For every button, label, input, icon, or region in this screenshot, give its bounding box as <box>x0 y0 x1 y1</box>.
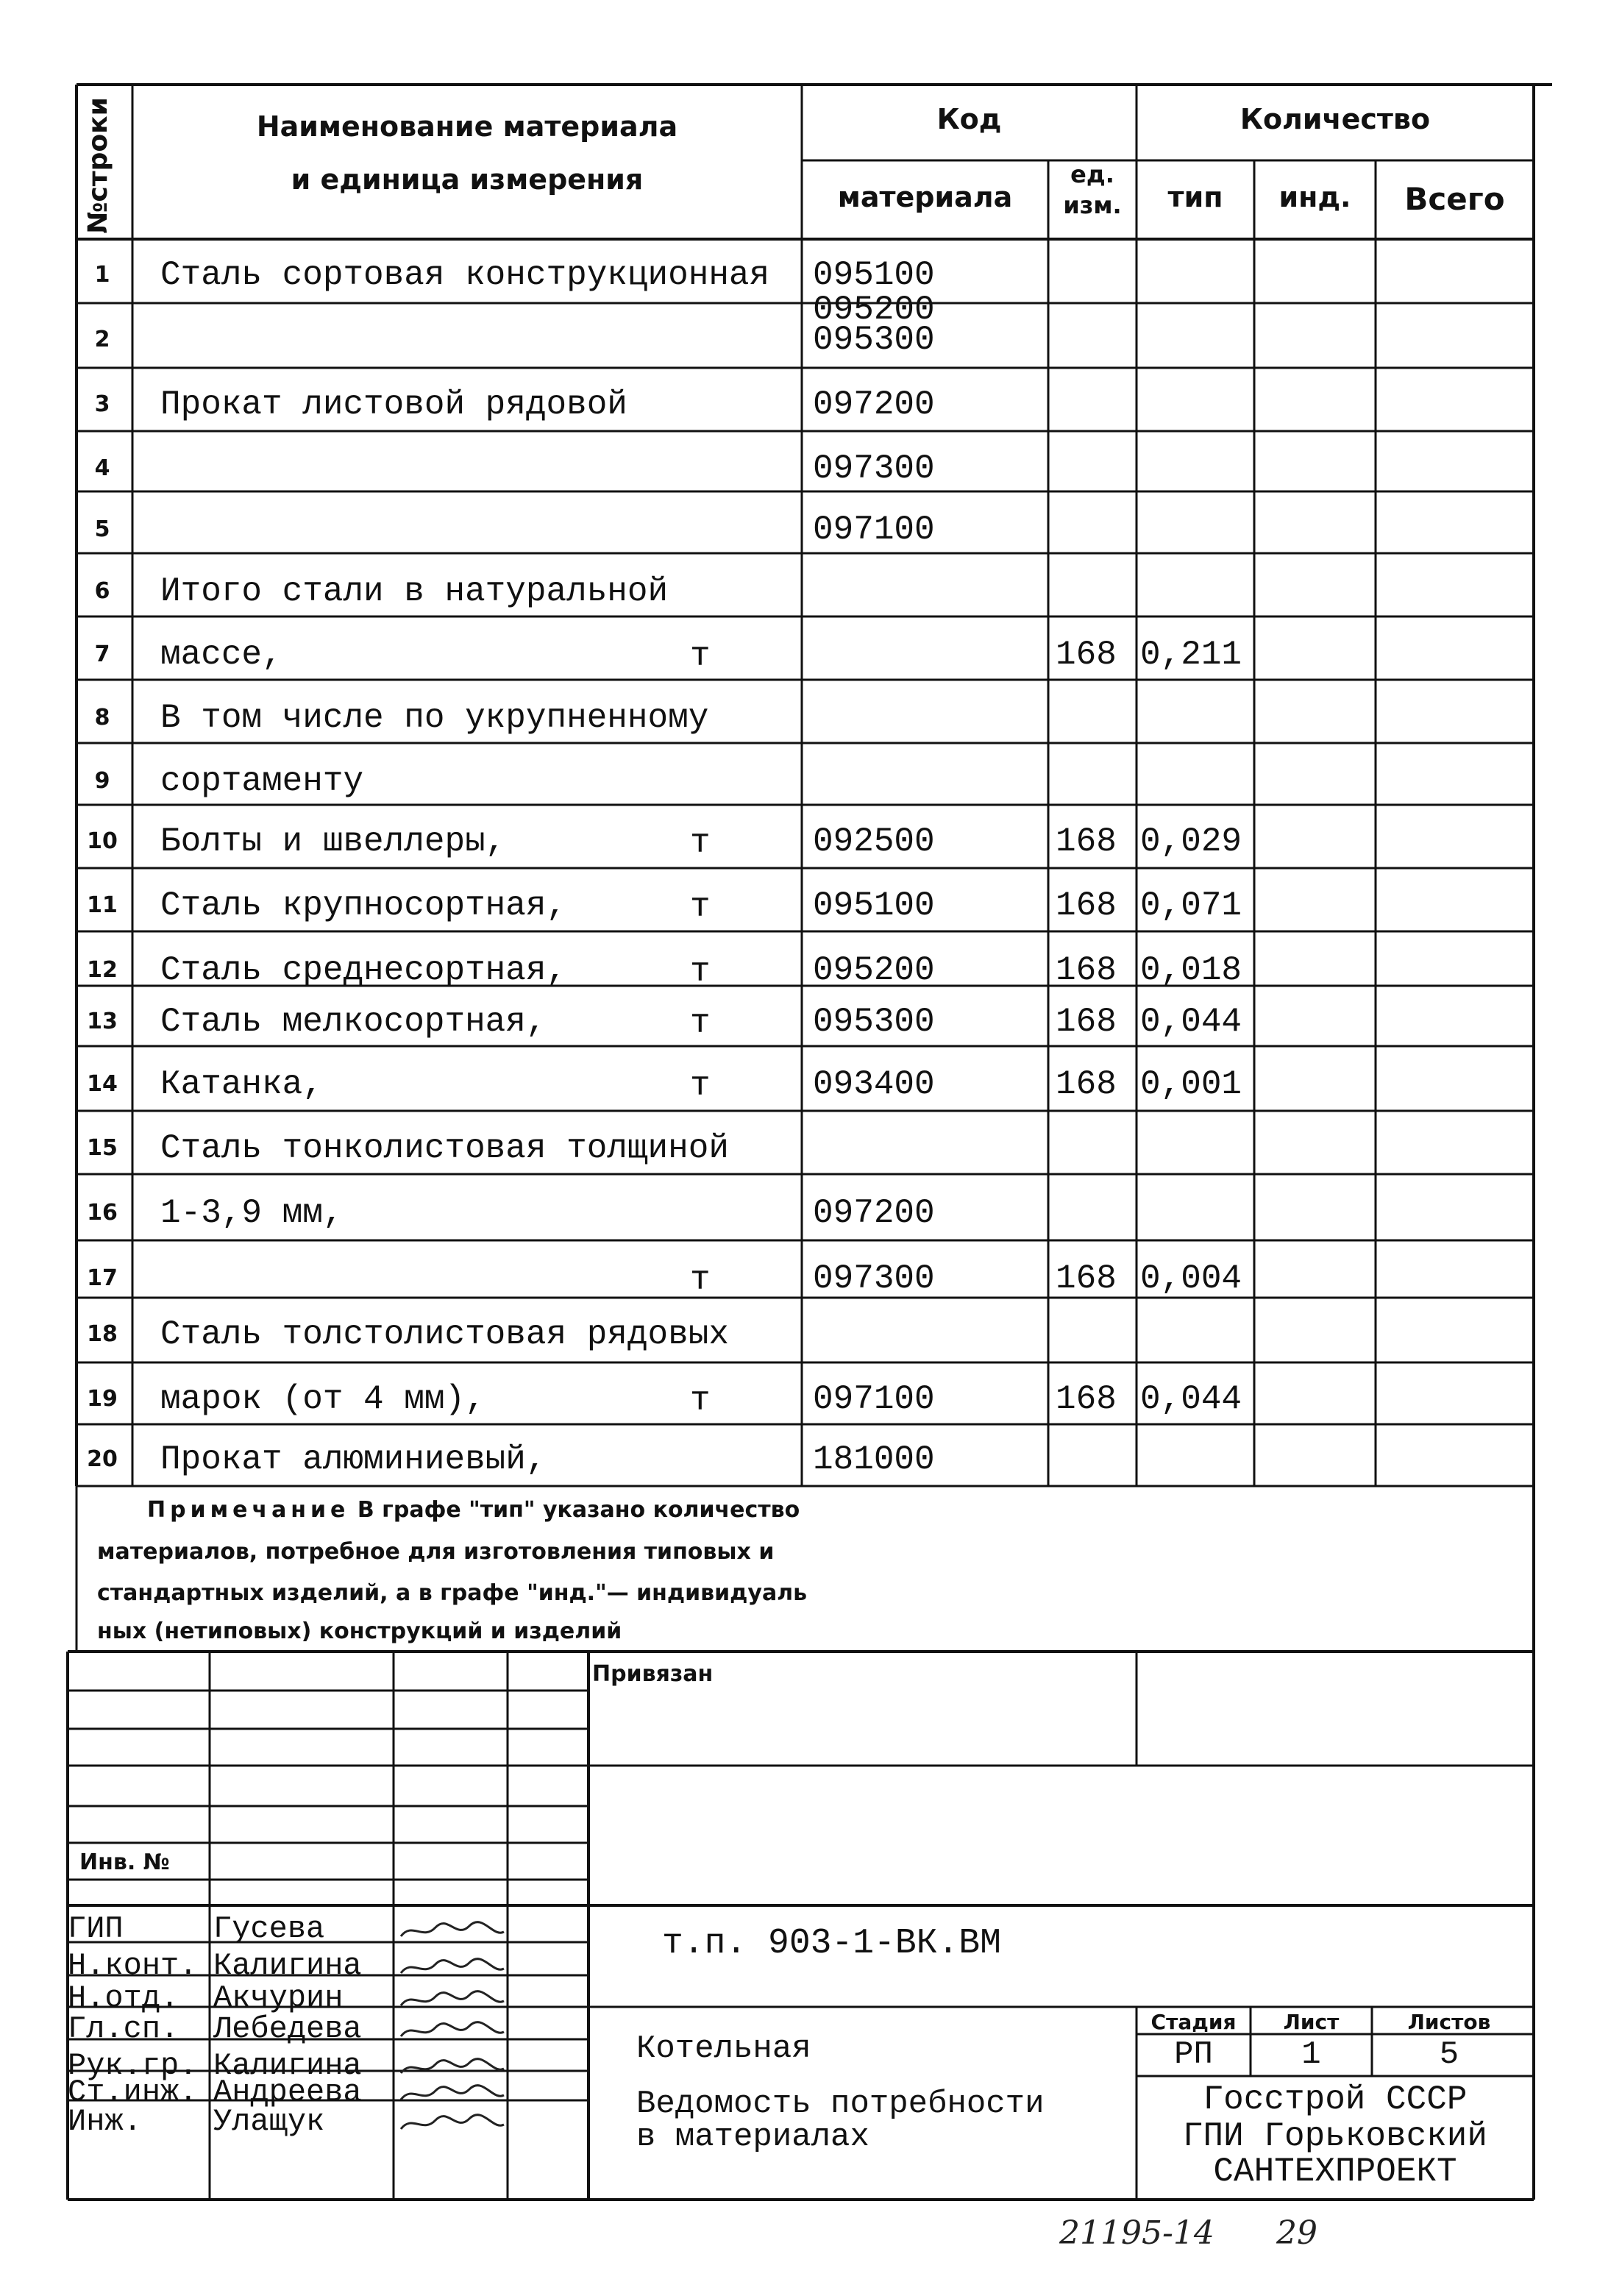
inventory-number-label: Инв. № <box>79 1849 170 1875</box>
row-number: 18 <box>87 1321 118 1347</box>
row-unit-word: т <box>690 1004 711 1042</box>
row-quantity-type: 0,044 <box>1140 1380 1242 1418</box>
row-unit-code: 168 <box>1056 1380 1117 1418</box>
row-material-code: 095100 <box>813 256 935 294</box>
row-material-name: Болты и швеллеры, <box>160 822 506 861</box>
row-material-code: 097300 <box>813 1259 935 1298</box>
row-number: 2 <box>94 327 110 352</box>
row-unit-code: 168 <box>1056 1003 1117 1041</box>
row-material-code: 097300 <box>813 449 935 488</box>
note-label: Примечание <box>147 1497 350 1523</box>
qty-ind-header: инд. <box>1278 181 1351 213</box>
staff-name: Акчурин <box>213 1980 344 2016</box>
row-quantity-type: 0,211 <box>1140 636 1242 674</box>
name-header-line2: и единица измерения <box>291 163 644 196</box>
row-material-name: Сталь мелкосортная, <box>160 1003 547 1041</box>
staff-role: ГИП <box>68 1911 124 1947</box>
row-number: 10 <box>87 828 118 854</box>
row-unit-word: т <box>690 1382 711 1420</box>
row-unit-word: т <box>690 1067 711 1105</box>
row-number: 5 <box>94 516 110 542</box>
archive-number: 21195-14 <box>1059 2214 1214 2252</box>
row-number: 7 <box>94 641 110 667</box>
row-unit-code: 168 <box>1056 636 1117 674</box>
row-material-code: 095200 <box>813 291 935 329</box>
staff-signature <box>397 1988 508 2010</box>
row-number: 14 <box>87 1071 118 1097</box>
row-unit-word: т <box>690 953 711 991</box>
row-unit-word: т <box>690 637 711 675</box>
staff-role: Инж. <box>68 2104 142 2139</box>
row-material-code-second: 095300 <box>813 321 935 359</box>
qty-total-header: Всего <box>1404 181 1505 217</box>
staff-role: Н.конт. <box>68 1948 198 1983</box>
row-quantity-type: 0,044 <box>1140 1003 1242 1041</box>
staff-signature <box>397 1919 508 1941</box>
row-material-name: марок (от 4 мм), <box>160 1380 485 1418</box>
row-number: 16 <box>87 1200 118 1226</box>
note-line2: материалов, потребное для изготовления типовых и <box>97 1539 775 1565</box>
page-number: 29 <box>1276 2214 1317 2252</box>
object-name: Котельная <box>636 2030 811 2067</box>
staff-role: Рук.гр. <box>68 2048 198 2083</box>
row-number: 8 <box>94 705 110 731</box>
unit-header-line1: ед. <box>1070 160 1114 188</box>
staff-name: Калигина <box>213 2048 362 2083</box>
staff-name: Андреева <box>213 2075 362 2110</box>
note-line1 <box>147 1497 800 1523</box>
sheets-label: Листов <box>1407 2010 1491 2034</box>
row-quantity-type: 0,001 <box>1140 1065 1242 1103</box>
staff-signature <box>397 2019 508 2041</box>
document-title-line1: Ведомость потребности <box>636 2086 1045 2122</box>
document-designation: т.п. 903-1-ВК.ВМ <box>662 1924 1001 1963</box>
row-number: 12 <box>87 957 118 983</box>
row-number: 15 <box>87 1135 118 1161</box>
row-number: 20 <box>87 1446 118 1472</box>
row-number: 4 <box>94 455 110 481</box>
organization-line1: Госстрой СССР <box>1203 2080 1468 2119</box>
row-material-name: Сталь крупносортная, <box>160 886 567 925</box>
row-number: 17 <box>87 1265 118 1291</box>
staff-name: Лебедева <box>213 2011 362 2047</box>
row-number: 13 <box>87 1009 118 1034</box>
row-quantity-type: 0,071 <box>1140 886 1242 925</box>
staff-signature <box>397 1955 508 1977</box>
row-material-code: 097200 <box>813 1194 935 1232</box>
row-number: 9 <box>94 768 110 794</box>
row-material-code: 097200 <box>813 385 935 424</box>
row-material-code: 095100 <box>813 886 935 925</box>
row-material-name: Сталь тонколистовая толщиной <box>160 1129 729 1167</box>
row-material-name: Итого стали в натуральной <box>160 572 669 611</box>
note-text-1: В графе "тип" указано количество <box>357 1497 800 1523</box>
row-material-code: 092500 <box>813 822 935 861</box>
staff-name: Калигина <box>213 1948 362 1983</box>
staff-role: Ст.инж. <box>68 2075 198 2110</box>
staff-name: Улащук <box>213 2104 325 2139</box>
row-material-code: 093400 <box>813 1065 935 1103</box>
row-unit-code: 168 <box>1056 822 1117 861</box>
row-material-code: 181000 <box>813 1440 935 1479</box>
row-number: 11 <box>87 892 118 918</box>
row-material-name: Сталь сортовая конструкционная <box>160 256 770 294</box>
sheet-label: Лист <box>1283 2010 1340 2034</box>
row-material-name: Прокат алюминиевый, <box>160 1440 547 1479</box>
note-line4: ных (нетиповых) конструкций и изделий <box>97 1618 622 1644</box>
name-header-line1: Наименование материала <box>256 110 678 143</box>
code-header: Код <box>936 103 1002 135</box>
row-unit-code: 168 <box>1056 1065 1117 1103</box>
row-quantity-type: 0,029 <box>1140 822 1242 861</box>
row-material-code: 097100 <box>813 511 935 549</box>
organization-line3: САНТЕХПРОЕКТ <box>1213 2153 1457 2191</box>
row-material-code: 095200 <box>813 951 935 989</box>
row-material-name: В том числе по укрупненному <box>160 699 709 737</box>
stage-value: РП <box>1174 2036 1213 2073</box>
row-number-header: №строки <box>83 97 113 234</box>
row-material-code: 095300 <box>813 1003 935 1041</box>
row-unit-code: 168 <box>1056 951 1117 989</box>
staff-role: Гл.сп. <box>68 2011 179 2047</box>
staff-name: Гусева <box>213 1911 325 1947</box>
row-number: 1 <box>94 262 110 288</box>
row-quantity-type: 0,018 <box>1140 951 1242 989</box>
staff-signature <box>397 2055 508 2078</box>
row-number: 3 <box>94 391 110 417</box>
code-material-header: материала <box>837 181 1013 213</box>
stage-label: Стадия <box>1150 2010 1237 2034</box>
attached-label: Привязан <box>592 1661 714 1687</box>
staff-signature <box>397 2082 508 2104</box>
row-number: 19 <box>87 1386 118 1412</box>
row-material-name: 1-3,9 мм, <box>160 1194 344 1232</box>
sheet-value: 1 <box>1301 2036 1321 2073</box>
note-line3: стандартных изделий, а в графе "инд."— индивидуаль <box>97 1580 808 1606</box>
document-title-line2: в материалах <box>636 2119 869 2155</box>
row-unit-code: 168 <box>1056 1259 1117 1298</box>
row-unit-code: 168 <box>1056 886 1117 925</box>
row-unit-word: т <box>690 824 711 862</box>
quantity-header: Количество <box>1239 103 1431 135</box>
organization-line2: ГПИ Горьковский <box>1182 2117 1488 2155</box>
staff-role: Н.отд. <box>68 1980 179 2016</box>
staff-signature <box>397 2111 508 2133</box>
unit-header-line2: изм. <box>1063 191 1122 219</box>
row-number: 6 <box>94 578 110 604</box>
row-material-name: Катанка, <box>160 1065 323 1103</box>
sheets-value: 5 <box>1439 2036 1459 2073</box>
row-quantity-type: 0,004 <box>1140 1259 1242 1298</box>
row-unit-word: т <box>690 1261 711 1299</box>
row-material-name: Сталь толстолистовая рядовых <box>160 1315 729 1354</box>
row-material-name: Прокат листовой рядовой <box>160 385 627 424</box>
row-material-name: сортаменту <box>160 762 364 800</box>
row-material-name: массе, <box>160 636 282 674</box>
row-material-code: 097100 <box>813 1380 935 1418</box>
row-material-name: Сталь среднесортная, <box>160 951 567 989</box>
row-unit-word: т <box>690 888 711 926</box>
qty-type-header: тип <box>1167 181 1223 213</box>
